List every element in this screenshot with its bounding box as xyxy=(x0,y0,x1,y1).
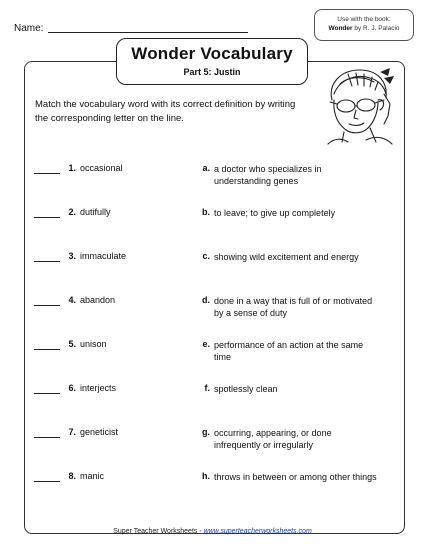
answer-blank-8[interactable] xyxy=(34,481,60,482)
answer-blank-7[interactable] xyxy=(34,437,60,438)
answer-blank-3[interactable] xyxy=(34,261,60,262)
book-info-line: Use with the book: xyxy=(337,16,391,23)
item-number: 3. xyxy=(68,251,76,261)
vocab-word: geneticist xyxy=(80,427,119,437)
answer-blank-5[interactable] xyxy=(34,349,60,350)
match-row-1 xyxy=(34,163,394,195)
footer-link[interactable]: www.superteacherworksheets.com xyxy=(203,528,312,535)
item-number: 6. xyxy=(68,383,76,393)
answer-blank-1[interactable] xyxy=(34,173,60,174)
match-row-7 xyxy=(34,427,394,459)
item-number: 7. xyxy=(68,427,76,437)
definition-letter: d. xyxy=(202,295,210,305)
match-row-2 xyxy=(34,207,394,239)
instructions: Match the vocabulary word with its correct definition by writing the corresponding letter on the line. xyxy=(35,99,296,124)
definition-letter: g. xyxy=(202,427,210,437)
definition-text: throws in between or among other things xyxy=(214,472,377,482)
match-row-3 xyxy=(34,251,394,283)
vocab-word: dutifully xyxy=(80,207,111,217)
worksheet-subtitle: Part 5: Justin xyxy=(183,67,241,77)
book-author: by R. J. Palacio xyxy=(352,25,400,32)
character-illustration xyxy=(318,64,398,146)
vocab-word: manic xyxy=(80,471,105,481)
definition-letter: a. xyxy=(202,163,210,173)
match-row-5 xyxy=(34,339,394,371)
match-row-4 xyxy=(34,295,394,327)
item-number: 5. xyxy=(68,339,76,349)
book-info-credit xyxy=(315,24,413,33)
book-title: Wonder xyxy=(328,25,353,32)
answer-blank-6[interactable] xyxy=(34,393,60,394)
definition-text: done in a way that is full of or motivated by a sense of duty xyxy=(214,296,373,318)
definition-text: occurring, appearing, or done infrequently or irregularly xyxy=(214,428,332,450)
definition-letter: c. xyxy=(202,251,210,261)
book-info-box xyxy=(314,9,414,41)
match-row-6 xyxy=(34,383,394,415)
worksheet-title: Wonder Vocabulary xyxy=(131,44,293,63)
definition-letter: b. xyxy=(202,207,210,217)
match-row-8 xyxy=(34,471,394,503)
name-label: Name: xyxy=(14,23,44,34)
footer-text: Super Teacher Worksheets - xyxy=(113,528,204,535)
definition-text: to leave; to give up completely xyxy=(214,208,336,218)
footer xyxy=(0,528,425,535)
name-line xyxy=(48,32,248,33)
vocab-word: unison xyxy=(80,339,107,349)
item-number: 2. xyxy=(68,207,76,217)
vocab-word: interjects xyxy=(80,383,117,393)
item-number: 8. xyxy=(68,471,76,481)
definition-text: showing wild excitement and energy xyxy=(214,252,359,262)
item-number: 4. xyxy=(68,295,76,305)
definition-letter: h. xyxy=(202,471,210,481)
definition-text: a doctor who specializes in understanding genes xyxy=(214,164,322,186)
item-number: 1. xyxy=(68,163,76,173)
vocab-word: immaculate xyxy=(80,251,127,261)
vocab-word: abandon xyxy=(80,295,116,305)
definition-letter: f. xyxy=(204,383,210,393)
vocab-word: occasional xyxy=(80,163,123,173)
definition-letter: e. xyxy=(202,339,210,349)
definition-text: spotlessly clean xyxy=(214,384,278,394)
answer-blank-2[interactable] xyxy=(34,217,60,218)
answer-blank-4[interactable] xyxy=(34,305,60,306)
definition-text: performance of an action at the same time xyxy=(214,340,364,362)
title-box xyxy=(116,38,308,85)
